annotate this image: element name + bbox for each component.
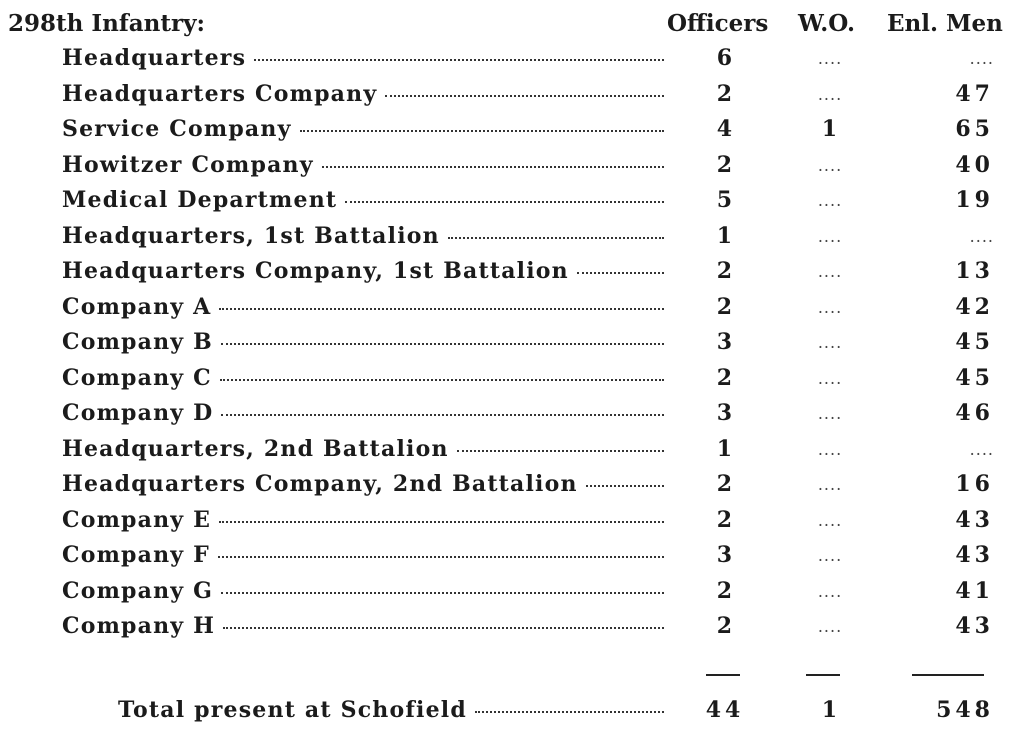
row-label: Company A bbox=[62, 293, 212, 320]
total-rule-officers bbox=[706, 674, 740, 676]
unit-title: 298th Infantry: bbox=[8, 10, 205, 37]
wo-cell: .... bbox=[817, 191, 843, 210]
total-label-cell bbox=[118, 693, 664, 728]
column-header-enlisted-men: Enl. Men bbox=[887, 10, 1003, 37]
officers-cell: 1 bbox=[716, 435, 734, 462]
officers-cell: 3 bbox=[716, 542, 734, 568]
enlisted-cell: 42 bbox=[955, 293, 994, 320]
officers-cell: 2 bbox=[716, 471, 734, 497]
wo-cell: .... bbox=[817, 262, 843, 281]
row-label-cell bbox=[62, 148, 664, 183]
row-label-cell bbox=[62, 112, 664, 147]
dot-leader bbox=[219, 503, 664, 523]
enlisted-cell: 45 bbox=[955, 364, 994, 391]
row-label: Headquarters Company, 2nd Battalion bbox=[62, 471, 578, 497]
table-row bbox=[0, 112, 1024, 147]
total-row bbox=[0, 693, 1024, 728]
dot-leader bbox=[221, 396, 664, 416]
total-rule-wo bbox=[806, 674, 840, 676]
officers-cell: 2 bbox=[716, 258, 734, 284]
officers-cell: 2 bbox=[716, 577, 734, 604]
row-label-cell bbox=[62, 467, 664, 502]
row-label-cell bbox=[62, 77, 664, 112]
enlisted-cell: 45 bbox=[955, 329, 994, 355]
enlisted-cell: 43 bbox=[955, 542, 994, 568]
row-label: Company E bbox=[62, 506, 212, 533]
row-label: Company D bbox=[62, 400, 214, 426]
table-row bbox=[0, 538, 1024, 573]
row-label-cell bbox=[62, 609, 664, 644]
dot-leader bbox=[221, 325, 664, 345]
enlisted-cell: 41 bbox=[955, 577, 994, 604]
enlisted-cell: 40 bbox=[955, 151, 994, 178]
officers-cell: 2 bbox=[716, 506, 734, 533]
dot-leader bbox=[345, 183, 664, 203]
wo-cell: 1 bbox=[821, 116, 839, 142]
enlisted-cell: 43 bbox=[955, 506, 994, 533]
enlisted-cell: .... bbox=[969, 49, 994, 68]
table-row bbox=[0, 325, 1024, 360]
dot-leader bbox=[577, 254, 664, 274]
officers-cell: 2 bbox=[716, 151, 734, 178]
wo-cell: .... bbox=[817, 368, 843, 388]
dot-leader bbox=[221, 574, 664, 594]
table-row bbox=[0, 503, 1024, 538]
row-label: Headquarters, 2nd Battalion bbox=[62, 435, 449, 462]
table-row bbox=[0, 574, 1024, 609]
enlisted-cell: 19 bbox=[955, 187, 994, 213]
row-label-cell bbox=[62, 396, 664, 431]
total-wo: 1 bbox=[821, 697, 839, 723]
enlisted-cell: .... bbox=[969, 226, 994, 246]
wo-cell: .... bbox=[817, 226, 843, 246]
total-label: Total present at Schofield bbox=[118, 697, 467, 723]
officers-cell: 2 bbox=[716, 293, 734, 320]
officers-cell: 1 bbox=[716, 222, 734, 249]
row-label: Headquarters, 1st Battalion bbox=[62, 222, 440, 249]
table-row bbox=[0, 183, 1024, 218]
dot-leader bbox=[475, 693, 664, 713]
row-label: Headquarters bbox=[62, 45, 247, 71]
dot-leader bbox=[223, 609, 664, 629]
row-label-cell bbox=[62, 538, 664, 573]
total-enlisted: 548 bbox=[936, 697, 994, 723]
table-row bbox=[0, 148, 1024, 183]
row-label-cell bbox=[62, 361, 664, 396]
officers-cell: 6 bbox=[716, 45, 734, 71]
dot-leader bbox=[457, 432, 664, 452]
total-rule-enlisted bbox=[912, 674, 984, 676]
table-row bbox=[0, 396, 1024, 431]
wo-cell: .... bbox=[817, 404, 843, 423]
row-label: Company C bbox=[62, 364, 212, 391]
column-header-officers: Officers bbox=[667, 10, 769, 37]
dot-leader bbox=[218, 538, 664, 558]
row-label: Company G bbox=[62, 577, 214, 604]
wo-cell: .... bbox=[817, 155, 843, 175]
enlisted-cell: 16 bbox=[955, 471, 994, 497]
officers-cell: 5 bbox=[716, 187, 734, 213]
enlisted-cell: 43 bbox=[955, 613, 994, 639]
table-row bbox=[0, 219, 1024, 254]
row-label-cell bbox=[62, 219, 664, 254]
wo-cell: .... bbox=[817, 546, 843, 565]
row-label: Company H bbox=[62, 613, 216, 639]
table-row bbox=[0, 290, 1024, 325]
row-label-cell bbox=[62, 183, 664, 218]
enlisted-cell: 65 bbox=[955, 116, 994, 142]
row-label: Service Company bbox=[62, 116, 292, 142]
wo-cell: .... bbox=[817, 617, 843, 636]
wo-cell: .... bbox=[817, 510, 843, 530]
dot-leader bbox=[220, 361, 664, 381]
officers-cell: 3 bbox=[716, 329, 734, 355]
wo-cell: .... bbox=[817, 297, 843, 317]
wo-cell: .... bbox=[817, 49, 843, 68]
row-label: Company B bbox=[62, 329, 213, 355]
wo-cell: .... bbox=[817, 439, 843, 459]
wo-cell: .... bbox=[817, 581, 843, 601]
officers-cell: 2 bbox=[716, 80, 734, 107]
row-label: Headquarters Company bbox=[62, 80, 378, 107]
officers-cell: 2 bbox=[716, 613, 734, 639]
row-label-cell bbox=[62, 254, 664, 289]
total-officers: 44 bbox=[705, 697, 745, 723]
enlisted-cell: 13 bbox=[955, 258, 994, 284]
dot-leader bbox=[254, 41, 664, 61]
dot-leader bbox=[322, 148, 664, 168]
enlisted-cell: 47 bbox=[955, 80, 994, 107]
table-row bbox=[0, 467, 1024, 502]
table-row bbox=[0, 254, 1024, 289]
officers-cell: 4 bbox=[716, 116, 734, 142]
row-label: Medical Department bbox=[62, 187, 338, 213]
enlisted-cell: 46 bbox=[955, 400, 994, 426]
officers-cell: 2 bbox=[716, 364, 734, 391]
table-row bbox=[0, 432, 1024, 467]
wo-cell: .... bbox=[817, 333, 843, 352]
row-label-cell bbox=[62, 325, 664, 360]
dot-leader bbox=[385, 77, 664, 97]
dot-leader bbox=[300, 112, 664, 132]
table-row bbox=[0, 609, 1024, 644]
officers-cell: 3 bbox=[716, 400, 734, 426]
row-label-cell bbox=[62, 41, 664, 76]
dot-leader bbox=[219, 290, 664, 310]
table-row bbox=[0, 41, 1024, 76]
enlisted-cell: .... bbox=[969, 439, 994, 459]
row-label: Company F bbox=[62, 542, 210, 568]
dot-leader bbox=[586, 467, 664, 487]
wo-cell: .... bbox=[817, 475, 843, 494]
row-label-cell bbox=[62, 574, 664, 609]
row-label-cell bbox=[62, 290, 664, 325]
table-row bbox=[0, 361, 1024, 396]
wo-cell: .... bbox=[817, 84, 843, 104]
column-header-warrant-officers: W.O. bbox=[798, 10, 855, 37]
row-label: Howitzer Company bbox=[62, 151, 314, 178]
row-label-cell bbox=[62, 432, 664, 467]
row-label: Headquarters Company, 1st Battalion bbox=[62, 258, 569, 284]
dot-leader bbox=[448, 219, 664, 239]
row-label-cell bbox=[62, 503, 664, 538]
table-row bbox=[0, 77, 1024, 112]
